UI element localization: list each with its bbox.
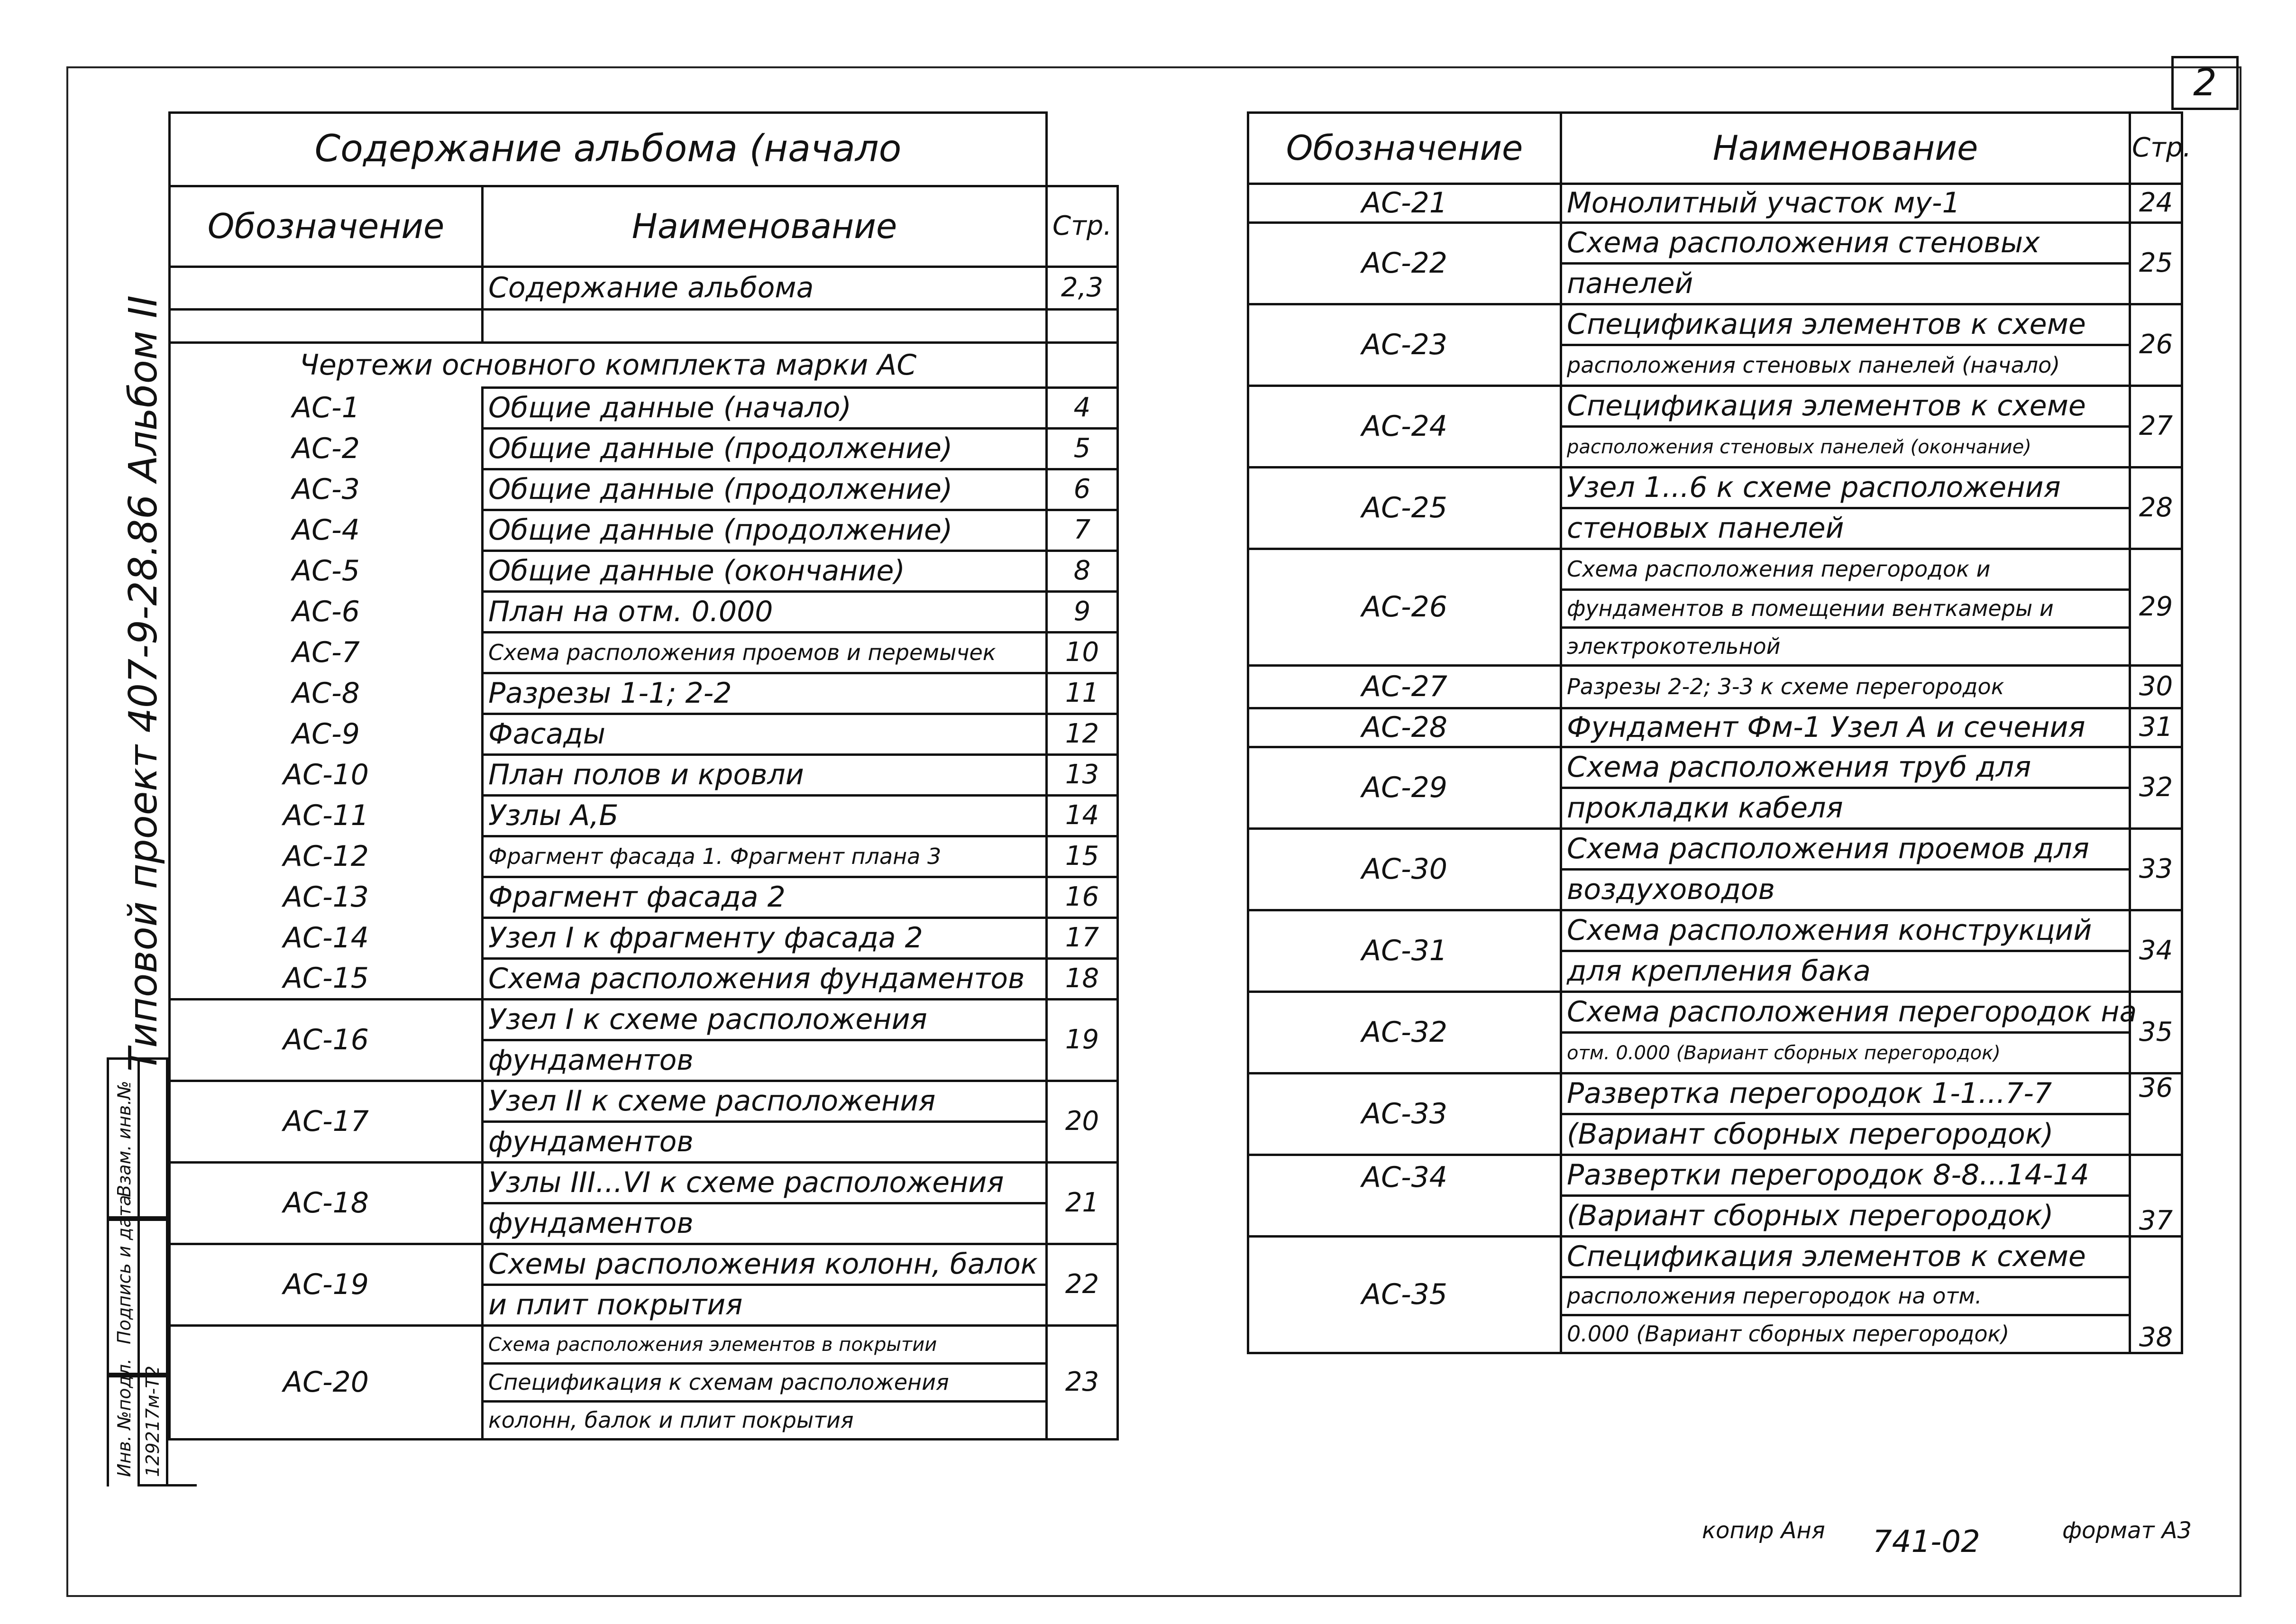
cell-code: АС-13 <box>170 877 483 918</box>
cell-code: АС-11 <box>170 796 483 836</box>
table-row <box>170 469 1118 510</box>
cell-name: План полов и кровли <box>483 755 1047 796</box>
cell-name-cont: фундаментов <box>483 1040 1047 1081</box>
table-row <box>1248 708 2182 747</box>
cell-code: АС-18 <box>170 1163 483 1244</box>
cell-name: Спецификация элементов к схеме <box>1561 386 2130 427</box>
cell-name: Монолитный участок му-1 <box>1561 184 2130 223</box>
table-row <box>1248 223 2182 264</box>
cell-name: Схема расположения стеновых <box>1561 223 2130 264</box>
cell-name: Узел I к фрагменту фасада 2 <box>483 918 1047 959</box>
cell-code <box>170 310 483 343</box>
table-row <box>1248 992 2182 1033</box>
cell-name: Узел II к схеме расположения <box>483 1081 1047 1122</box>
table-row <box>170 267 1118 310</box>
cell-page: 32 <box>2130 747 2182 829</box>
cell-name: Общие данные (продолжение) <box>483 469 1047 510</box>
cell-name-cont: расположения перегородок на отм. <box>1561 1277 2130 1315</box>
table-row <box>170 918 1118 959</box>
cell-name: Схема расположения элементов в покрытии <box>483 1326 1047 1364</box>
cell-page <box>1047 310 1118 343</box>
table-row <box>170 592 1118 633</box>
cell-name-cont: стеновых панелей <box>1561 508 2130 549</box>
cell-name: Схема расположения перегородок на <box>1561 992 2130 1033</box>
cell-name: Фасады <box>483 714 1047 755</box>
header-page: Стр. <box>2130 113 2182 184</box>
cell-page: 16 <box>1047 877 1118 918</box>
cell-code: АС-10 <box>170 755 483 796</box>
cell-name: Общие данные (окончание) <box>483 551 1047 592</box>
cell-name-cont: электрокотельной <box>1561 628 2130 666</box>
table-row <box>1248 184 2182 223</box>
empty-corner <box>1047 113 1118 186</box>
cell-name-cont: прокладки кабеля <box>1561 788 2130 829</box>
stamp-label-replace: Взам. инв.№ <box>114 1081 135 1197</box>
cell-code: АС-31 <box>1248 910 1561 992</box>
cell-page: 18 <box>1047 959 1118 1000</box>
cell-code: АС-1 <box>170 388 483 429</box>
header-designation: Обозначение <box>170 186 483 267</box>
table-row <box>1248 386 2182 427</box>
table-row <box>170 755 1118 796</box>
cell-code: АС-3 <box>170 469 483 510</box>
cell-name <box>483 310 1047 343</box>
cell-code: АС-21 <box>1248 184 1561 223</box>
cell-page: 23 <box>1047 1326 1118 1440</box>
cell-page: 10 <box>1047 633 1118 673</box>
cell-name: Развертка перегородок 1-1...7-7 <box>1561 1073 2130 1114</box>
cell-name: Узел 1...6 к схеме расположения <box>1561 468 2130 508</box>
cell-name-cont: для крепления бака <box>1561 951 2130 992</box>
table-row <box>170 1163 1118 1203</box>
cell-page: 17 <box>1047 918 1118 959</box>
cell-code: АС-34 <box>1248 1155 1561 1237</box>
cell-page: 24 <box>2130 184 2182 223</box>
cell-page: 7 <box>1047 510 1118 551</box>
cell-page: 20 <box>1047 1081 1118 1163</box>
stamp-inv-number: 129217м-Т2 <box>142 1366 163 1477</box>
cell-page: 15 <box>1047 836 1118 877</box>
cell-page: 28 <box>2130 468 2182 549</box>
table-row <box>170 429 1118 469</box>
header-page: Стр. <box>1047 186 1118 267</box>
table-row <box>170 633 1118 673</box>
cell-code: АС-33 <box>1248 1073 1561 1155</box>
table-row <box>1248 910 2182 951</box>
cell-name: Спецификация элементов к схеме <box>1561 1237 2130 1277</box>
cell-code: АС-17 <box>170 1081 483 1163</box>
cell-name: Узел I к схеме расположения <box>483 1000 1047 1040</box>
cell-page: 38 <box>2130 1237 2182 1353</box>
table-row <box>170 836 1118 877</box>
cell-page: 2,3 <box>1047 267 1118 310</box>
cell-code: АС-4 <box>170 510 483 551</box>
cell-code: АС-9 <box>170 714 483 755</box>
table-row <box>1248 1237 2182 1277</box>
cell-page: 30 <box>2130 666 2182 708</box>
cell-code: АС-24 <box>1248 386 1561 468</box>
cell-page: 14 <box>1047 796 1118 836</box>
header-name: Наименование <box>1561 113 2130 184</box>
cell-name: Общие данные (продолжение) <box>483 429 1047 469</box>
cell-name: Схема расположения труб для <box>1561 747 2130 788</box>
side-title: Типовой проект 407-9-28.86 Альбом II <box>121 295 166 1072</box>
cell-code: АС-7 <box>170 633 483 673</box>
cell-code: АС-2 <box>170 429 483 469</box>
cell-page: 22 <box>1047 1244 1118 1326</box>
cell-page: 35 <box>2130 992 2182 1073</box>
cell-name: План на отм. 0.000 <box>483 592 1047 633</box>
table-row <box>1248 1073 2182 1114</box>
cell-page: 8 <box>1047 551 1118 592</box>
cell-code: АС-23 <box>1248 304 1561 386</box>
cell-name: Схема расположения конструкций <box>1561 910 2130 951</box>
cell-name-cont: отм. 0.000 (Вариант сборных перегородок) <box>1561 1033 2130 1073</box>
cell-name-cont: панелей <box>1561 264 2130 304</box>
table-row <box>170 551 1118 592</box>
cell-name: Разрезы 1-1; 2-2 <box>483 673 1047 714</box>
cell-code: АС-19 <box>170 1244 483 1326</box>
cell-code: АС-14 <box>170 918 483 959</box>
cell-name: Фрагмент фасада 1. Фрагмент плана 3 <box>483 836 1047 877</box>
cell-name: Общие данные (продолжение) <box>483 510 1047 551</box>
cell-name: Спецификация элементов к схеме <box>1561 304 2130 345</box>
cell-code: АС-6 <box>170 592 483 633</box>
cell-page: 12 <box>1047 714 1118 755</box>
cell-code: АС-26 <box>1248 549 1561 666</box>
cell-page: 34 <box>2130 910 2182 992</box>
cell-name-cont: 0.000 (Вариант сборных перегородок) <box>1561 1315 2130 1353</box>
cell-code: АС-20 <box>170 1326 483 1440</box>
cell-page: 13 <box>1047 755 1118 796</box>
page-number: 2 <box>2193 62 2217 104</box>
stamp-label-inv: Инв. №подл. <box>114 1358 135 1477</box>
table-row <box>170 673 1118 714</box>
cell-page: 33 <box>2130 829 2182 910</box>
cell-code: АС-8 <box>170 673 483 714</box>
drawing-number: 741-02 <box>1873 1524 1980 1560</box>
cell-name: Содержание альбома <box>483 267 1047 310</box>
cell-name: Схема расположения фундаментов <box>483 959 1047 1000</box>
table-row <box>1248 549 2182 590</box>
cell-name: Схемы расположения колонн, балок <box>483 1244 1047 1285</box>
cell-name: Схема расположения проемов для <box>1561 829 2130 870</box>
cell-code: АС-15 <box>170 959 483 1000</box>
table-caption: Содержание альбома (начало <box>170 113 1047 186</box>
table-row <box>170 877 1118 918</box>
cell-page <box>1047 343 1118 388</box>
cell-page: 25 <box>2130 223 2182 304</box>
cell-name-cont: колонн, балок и плит покрытия <box>483 1402 1047 1440</box>
cell-name: Фрагмент фасада 2 <box>483 877 1047 918</box>
cell-page: 4 <box>1047 388 1118 429</box>
cell-name-cont: расположения стеновых панелей (окончание) <box>1561 427 2130 468</box>
stamp-label-sign: Подпись и дата <box>114 1195 135 1344</box>
cell-code: АС-30 <box>1248 829 1561 910</box>
table-row <box>170 1244 1118 1285</box>
cell-page: 5 <box>1047 429 1118 469</box>
table-row <box>1248 747 2182 788</box>
table-row <box>170 510 1118 551</box>
cell-page: 27 <box>2130 386 2182 468</box>
cell-page: 29 <box>2130 549 2182 666</box>
table-row <box>1248 304 2182 345</box>
cell-code: АС-25 <box>1248 468 1561 549</box>
cell-name-cont: фундаментов <box>483 1122 1047 1163</box>
cell-code: АС-35 <box>1248 1237 1561 1353</box>
table-row <box>170 714 1118 755</box>
cell-page: 6 <box>1047 469 1118 510</box>
cell-name-cont: (Вариант сборных перегородок) <box>1561 1196 2130 1237</box>
cell-name: Развертки перегородок 8-8...14-14 <box>1561 1155 2130 1196</box>
cell-page: 31 <box>2130 708 2182 747</box>
cell-page: 26 <box>2130 304 2182 386</box>
cell-name-cont: и плит покрытия <box>483 1285 1047 1326</box>
cell-name-cont: фундаментов в помещении венткамеры и <box>1561 590 2130 628</box>
page-number-box <box>2171 56 2239 110</box>
cell-page: 37 <box>2130 1155 2182 1237</box>
cell-name: Фундамент Фм-1 Узел А и сечения <box>1561 708 2130 747</box>
cell-name: Схема расположения перегородок и <box>1561 549 2130 590</box>
section-row <box>170 343 1118 388</box>
table-row <box>1248 666 2182 708</box>
table-row <box>170 388 1118 429</box>
table-row <box>1248 829 2182 870</box>
cell-code: АС-32 <box>1248 992 1561 1073</box>
cell-page: 19 <box>1047 1000 1118 1081</box>
cell-page: 9 <box>1047 592 1118 633</box>
header-designation: Обозначение <box>1248 113 1561 184</box>
cell-name-cont: воздуховодов <box>1561 870 2130 910</box>
cell-code: АС-16 <box>170 1000 483 1081</box>
cell-page: 36 <box>2130 1073 2182 1155</box>
section-title: Чертежи основного комплекта марки АС <box>170 343 1047 388</box>
cell-name-cont: фундаментов <box>483 1203 1047 1244</box>
cell-code <box>170 267 483 310</box>
table-row <box>170 1000 1118 1040</box>
header-name: Наименование <box>483 186 1047 267</box>
sheet-format: формат А3 <box>2062 1517 2192 1544</box>
table-row <box>170 1326 1118 1364</box>
cell-page: 11 <box>1047 673 1118 714</box>
cell-name: Схема расположения проемов и перемычек <box>483 633 1047 673</box>
contents-table-right <box>1247 111 2192 1354</box>
cell-code: АС-27 <box>1248 666 1561 708</box>
cell-code: АС-22 <box>1248 223 1561 304</box>
cell-code: АС-12 <box>170 836 483 877</box>
table-row <box>170 1081 1118 1122</box>
cell-code: АС-29 <box>1248 747 1561 829</box>
cell-code: АС-28 <box>1248 708 1561 747</box>
table-row <box>170 796 1118 836</box>
contents-table-left <box>168 111 1119 1440</box>
table-row <box>1248 468 2182 508</box>
cell-name: Разрезы 2-2; 3-3 к схеме перегородок <box>1561 666 2130 708</box>
cell-name: Узлы III...VI к схеме расположения <box>483 1163 1047 1203</box>
approval-stamp <box>107 1057 168 1486</box>
cell-name-cont: Спецификация к схемам расположения <box>483 1364 1047 1402</box>
cell-page: 21 <box>1047 1163 1118 1244</box>
table-row <box>170 310 1118 343</box>
cell-name: Узлы А,Б <box>483 796 1047 836</box>
cell-name: Общие данные (начало) <box>483 388 1047 429</box>
copied-by: копир Аня <box>1702 1517 1825 1544</box>
table-row <box>1248 1155 2182 1196</box>
cell-name-cont: (Вариант сборных перегородок) <box>1561 1114 2130 1155</box>
cell-code: АС-5 <box>170 551 483 592</box>
table-row <box>170 959 1118 1000</box>
cell-name-cont: расположения стеновых панелей (начало) <box>1561 345 2130 386</box>
